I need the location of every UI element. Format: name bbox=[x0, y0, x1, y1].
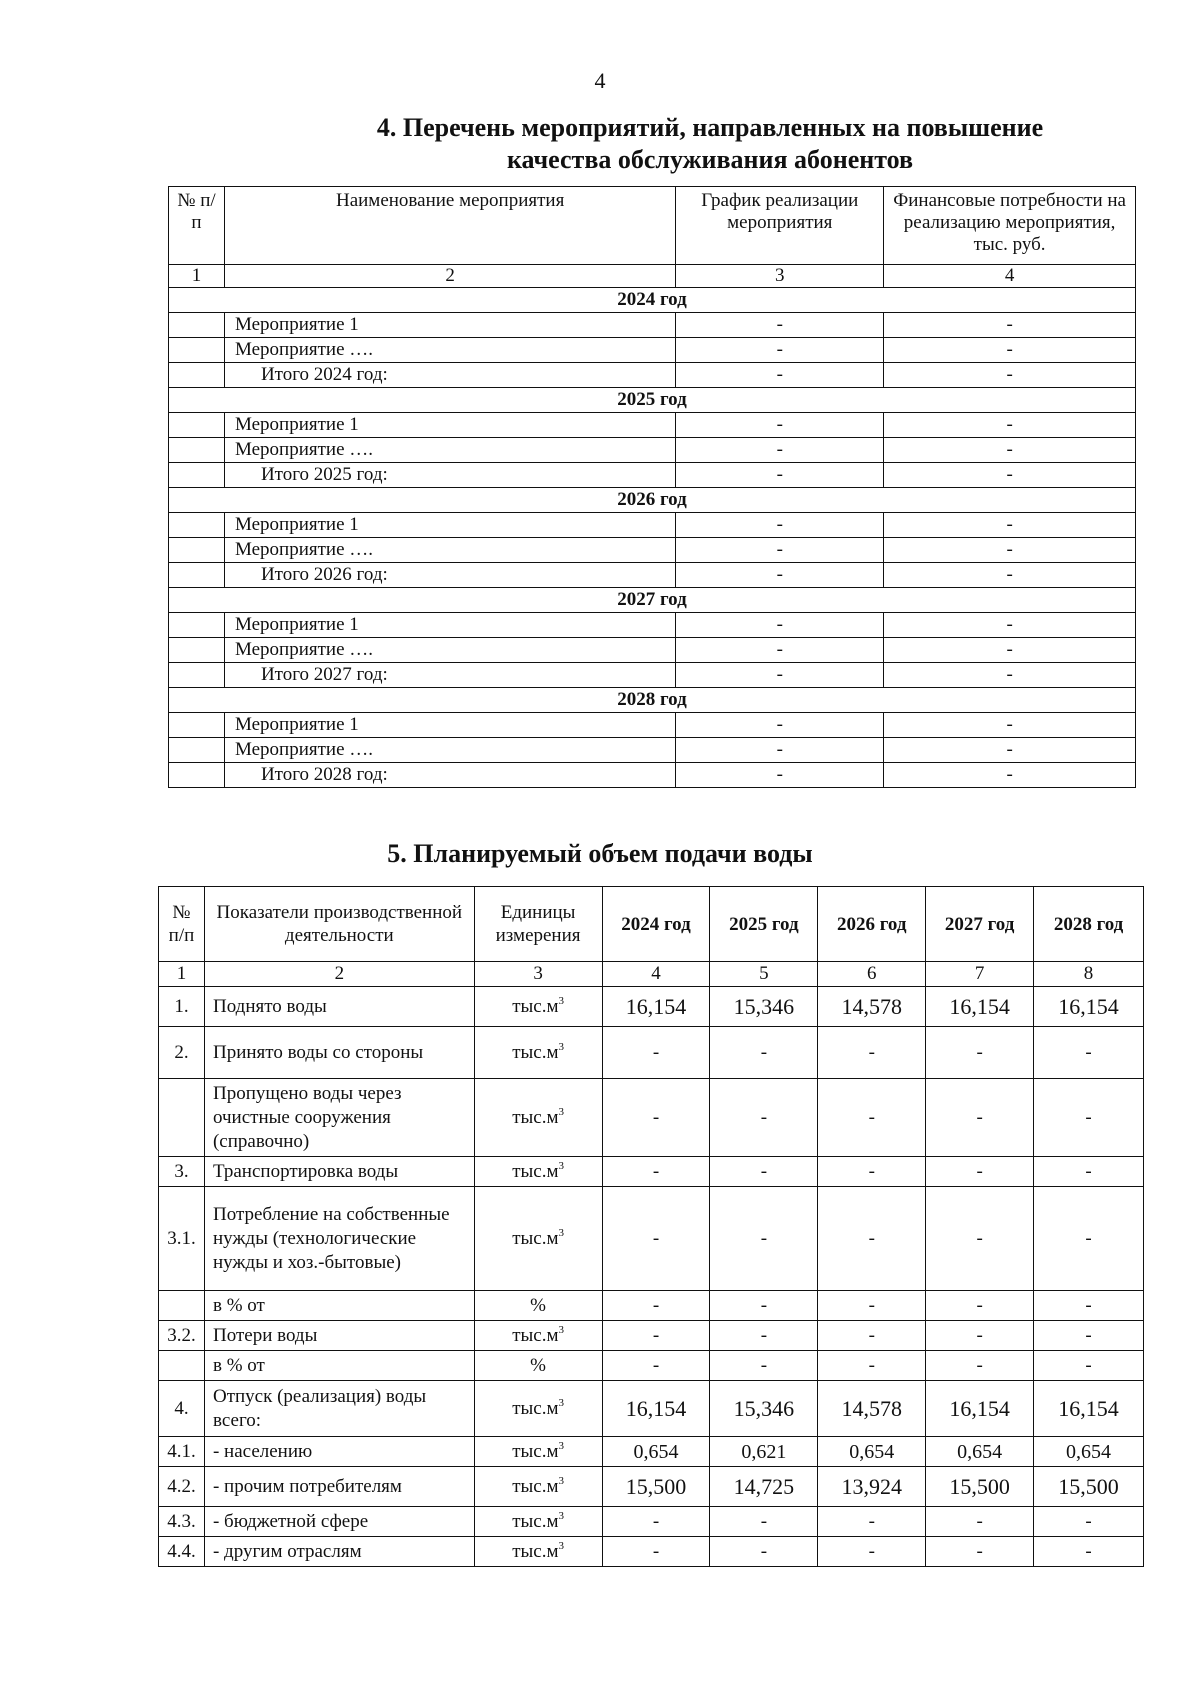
finance-cell: - bbox=[884, 438, 1136, 463]
value-cell: 14,725 bbox=[710, 1467, 818, 1507]
indicator-name: в % от bbox=[204, 1351, 474, 1381]
unit-superscript: 3 bbox=[558, 1396, 564, 1409]
row-number: 4.3. bbox=[159, 1507, 205, 1537]
value-cell: - bbox=[818, 1157, 926, 1187]
row-number: 4. bbox=[159, 1381, 205, 1437]
unit-cell bbox=[474, 1079, 602, 1157]
value-cell: - bbox=[602, 1351, 710, 1381]
unit-label: тыс.м bbox=[512, 1475, 559, 1497]
finance-cell: - bbox=[884, 513, 1136, 538]
row-num-cell bbox=[169, 738, 225, 763]
value-cell: - bbox=[710, 1027, 818, 1079]
col-number: 8 bbox=[1034, 962, 1144, 987]
value-cell: - bbox=[710, 1351, 818, 1381]
value-cell: - bbox=[602, 1291, 710, 1321]
value-cell: - bbox=[710, 1157, 818, 1187]
water-table-row bbox=[159, 1467, 1144, 1507]
value-cell: - bbox=[1034, 1079, 1144, 1157]
finance-cell: - bbox=[884, 313, 1136, 338]
row-num-cell bbox=[169, 363, 225, 388]
measure-row bbox=[169, 513, 1136, 538]
measure-row bbox=[169, 313, 1136, 338]
indicator-name: - населению bbox=[204, 1437, 474, 1467]
unit-superscript: 3 bbox=[558, 1439, 564, 1452]
value-cell: 15,346 bbox=[710, 987, 818, 1027]
value-cell: 15,500 bbox=[1034, 1467, 1144, 1507]
col-number: 4 bbox=[602, 962, 710, 987]
finance-cell: - bbox=[884, 538, 1136, 563]
unit-cell bbox=[474, 1537, 602, 1567]
value-cell: - bbox=[926, 1291, 1034, 1321]
value-cell: - bbox=[602, 1027, 710, 1079]
row-number: 3.2. bbox=[159, 1321, 205, 1351]
value-cell: 13,924 bbox=[818, 1467, 926, 1507]
col-number: 3 bbox=[474, 962, 602, 987]
measure-row bbox=[169, 338, 1136, 363]
row-number: 4.2. bbox=[159, 1467, 205, 1507]
year-section-row bbox=[169, 488, 1136, 513]
measure-name: Итого 2026 год: bbox=[224, 563, 675, 588]
unit-cell bbox=[474, 1321, 602, 1351]
measure-name: Мероприятие …. bbox=[224, 738, 675, 763]
row-num-cell bbox=[169, 338, 225, 363]
value-cell: 16,154 bbox=[602, 1381, 710, 1437]
row-num-cell bbox=[169, 763, 225, 788]
unit-label: тыс.м bbox=[512, 1510, 559, 1532]
measure-name: Итого 2025 год: bbox=[224, 463, 675, 488]
total-row bbox=[169, 363, 1136, 388]
unit-label: тыс.м bbox=[512, 1160, 559, 1182]
year-heading: 2028 год bbox=[169, 688, 1136, 713]
year-section-row bbox=[169, 388, 1136, 413]
col-number: 7 bbox=[926, 962, 1034, 987]
value-cell: - bbox=[818, 1537, 926, 1567]
unit-label: тыс.м bbox=[512, 1106, 559, 1128]
value-cell: - bbox=[1034, 1537, 1144, 1567]
year-section-row bbox=[169, 688, 1136, 713]
water-table-header bbox=[159, 887, 1144, 962]
value-cell: - bbox=[926, 1187, 1034, 1291]
unit-label: тыс.м bbox=[512, 1397, 559, 1419]
unit-cell bbox=[474, 1187, 602, 1291]
finance-cell: - bbox=[884, 413, 1136, 438]
header-num: № п/п bbox=[159, 887, 205, 962]
unit-superscript: 3 bbox=[558, 1040, 564, 1053]
header-measure-name: Наименование мероприятия bbox=[224, 187, 675, 265]
value-cell: - bbox=[710, 1291, 818, 1321]
measure-name: Мероприятие 1 bbox=[224, 613, 675, 638]
year-section-row bbox=[169, 588, 1136, 613]
total-row bbox=[169, 763, 1136, 788]
schedule-cell: - bbox=[676, 738, 884, 763]
header-indicator: Показатели производственной деятельности bbox=[204, 887, 474, 962]
unit-superscript: 3 bbox=[558, 1226, 564, 1239]
row-number bbox=[159, 1351, 205, 1381]
measure-name: Итого 2028 год: bbox=[224, 763, 675, 788]
header-year: 2026 год bbox=[818, 887, 926, 962]
value-cell: 15,346 bbox=[710, 1381, 818, 1437]
measure-row bbox=[169, 613, 1136, 638]
measure-name: Мероприятие 1 bbox=[224, 713, 675, 738]
schedule-cell: - bbox=[676, 613, 884, 638]
page-number: 4 bbox=[594, 68, 606, 93]
col-number: 1 bbox=[169, 265, 225, 288]
section-4-title-line1: 4. Перечень мероприятий, направленных на повышение bbox=[376, 113, 1044, 142]
finance-cell: - bbox=[884, 463, 1136, 488]
water-table-row bbox=[159, 1187, 1144, 1291]
unit-superscript: 3 bbox=[558, 1323, 564, 1336]
measure-name: Итого 2027 год: bbox=[224, 663, 675, 688]
water-table-row bbox=[159, 987, 1144, 1027]
schedule-cell: - bbox=[676, 538, 884, 563]
header-num: № п/п bbox=[169, 187, 225, 265]
unit-label: тыс.м bbox=[512, 1324, 559, 1346]
water-table-row bbox=[159, 1079, 1144, 1157]
value-cell: - bbox=[602, 1537, 710, 1567]
value-cell: - bbox=[926, 1027, 1034, 1079]
unit-label: тыс.м bbox=[512, 1540, 559, 1562]
water-table-row bbox=[159, 1157, 1144, 1187]
year-section-row bbox=[169, 288, 1136, 313]
value-cell: 15,500 bbox=[602, 1467, 710, 1507]
unit-cell bbox=[474, 1467, 602, 1507]
finance-cell: - bbox=[884, 363, 1136, 388]
row-number: 4.1. bbox=[159, 1437, 205, 1467]
value-cell: - bbox=[926, 1321, 1034, 1351]
measure-name: Мероприятие 1 bbox=[224, 413, 675, 438]
measure-row bbox=[169, 413, 1136, 438]
unit-superscript: 3 bbox=[558, 1539, 564, 1552]
row-num-cell bbox=[169, 563, 225, 588]
unit-label: тыс.м bbox=[512, 1041, 559, 1063]
water-table-row bbox=[159, 1027, 1144, 1079]
schedule-cell: - bbox=[676, 563, 884, 588]
schedule-cell: - bbox=[676, 763, 884, 788]
header-year: 2028 год bbox=[1034, 887, 1144, 962]
measures-table-header bbox=[169, 187, 1136, 265]
indicator-name: - прочим потребителям bbox=[204, 1467, 474, 1507]
value-cell: - bbox=[818, 1027, 926, 1079]
measure-name: Мероприятие 1 bbox=[224, 313, 675, 338]
schedule-cell: - bbox=[676, 313, 884, 338]
value-cell: - bbox=[602, 1157, 710, 1187]
col-number: 5 bbox=[710, 962, 818, 987]
finance-cell: - bbox=[884, 763, 1136, 788]
value-cell: - bbox=[818, 1351, 926, 1381]
value-cell: - bbox=[1034, 1187, 1144, 1291]
indicator-name: Поднято воды bbox=[204, 987, 474, 1027]
value-cell: - bbox=[710, 1507, 818, 1537]
value-cell: - bbox=[926, 1079, 1034, 1157]
unit-superscript: 3 bbox=[558, 1105, 564, 1118]
measure-name: Мероприятие …. bbox=[224, 438, 675, 463]
schedule-cell: - bbox=[676, 363, 884, 388]
unit-label: тыс.м bbox=[512, 995, 559, 1017]
value-cell: - bbox=[926, 1157, 1034, 1187]
total-row bbox=[169, 563, 1136, 588]
value-cell: - bbox=[1034, 1321, 1144, 1351]
indicator-name: Принято воды со стороны bbox=[204, 1027, 474, 1079]
value-cell: - bbox=[818, 1079, 926, 1157]
year-heading: 2024 год bbox=[169, 288, 1136, 313]
finance-cell: - bbox=[884, 638, 1136, 663]
indicator-name: в % от bbox=[204, 1291, 474, 1321]
value-cell: - bbox=[1034, 1507, 1144, 1537]
schedule-cell: - bbox=[676, 513, 884, 538]
finance-cell: - bbox=[884, 713, 1136, 738]
finance-cell: - bbox=[884, 663, 1136, 688]
row-number: 4.4. bbox=[159, 1537, 205, 1567]
value-cell: 0,654 bbox=[602, 1437, 710, 1467]
year-heading: 2027 год bbox=[169, 588, 1136, 613]
year-heading: 2025 год bbox=[169, 388, 1136, 413]
water-table-row bbox=[159, 1351, 1144, 1381]
value-cell: - bbox=[602, 1079, 710, 1157]
indicator-name: Потребление на собственные нужды (технологические нужды и хоз.-бытовые) bbox=[204, 1187, 474, 1291]
value-cell: 16,154 bbox=[926, 1381, 1034, 1437]
value-cell: 14,578 bbox=[818, 1381, 926, 1437]
value-cell: 16,154 bbox=[1034, 1381, 1144, 1437]
row-num-cell bbox=[169, 513, 225, 538]
unit-cell bbox=[474, 1381, 602, 1437]
water-table-row bbox=[159, 1381, 1144, 1437]
measure-name: Мероприятие …. bbox=[224, 538, 675, 563]
value-cell: - bbox=[926, 1351, 1034, 1381]
value-cell: 14,578 bbox=[818, 987, 926, 1027]
measure-row bbox=[169, 738, 1136, 763]
value-cell: - bbox=[1034, 1351, 1144, 1381]
row-number: 3. bbox=[159, 1157, 205, 1187]
value-cell: 16,154 bbox=[1034, 987, 1144, 1027]
value-cell: 15,500 bbox=[926, 1467, 1034, 1507]
unit-label: % bbox=[530, 1354, 546, 1376]
total-row bbox=[169, 463, 1136, 488]
value-cell: 0,621 bbox=[710, 1437, 818, 1467]
schedule-cell: - bbox=[676, 663, 884, 688]
value-cell: - bbox=[602, 1507, 710, 1537]
schedule-cell: - bbox=[676, 413, 884, 438]
value-cell: - bbox=[710, 1187, 818, 1291]
measure-row bbox=[169, 638, 1136, 663]
value-cell: 0,654 bbox=[1034, 1437, 1144, 1467]
schedule-cell: - bbox=[676, 713, 884, 738]
value-cell: - bbox=[710, 1321, 818, 1351]
water-table-row bbox=[159, 1537, 1144, 1567]
indicator-name: Транспортировка воды bbox=[204, 1157, 474, 1187]
measure-row bbox=[169, 713, 1136, 738]
col-number: 1 bbox=[159, 962, 205, 987]
indicator-name: Отпуск (реализация) воды всего: bbox=[204, 1381, 474, 1437]
finance-cell: - bbox=[884, 738, 1136, 763]
row-number: 2. bbox=[159, 1027, 205, 1079]
unit-cell bbox=[474, 1507, 602, 1537]
measure-name: Мероприятие …. bbox=[224, 338, 675, 363]
header-year: 2025 год bbox=[710, 887, 818, 962]
schedule-cell: - bbox=[676, 463, 884, 488]
col-number: 3 bbox=[676, 265, 884, 288]
measures-table-column-numbers bbox=[169, 265, 1136, 288]
row-num-cell bbox=[169, 538, 225, 563]
value-cell: 0,654 bbox=[818, 1437, 926, 1467]
value-cell: - bbox=[926, 1537, 1034, 1567]
unit-cell bbox=[474, 987, 602, 1027]
water-table-row bbox=[159, 1507, 1144, 1537]
value-cell: - bbox=[1034, 1291, 1144, 1321]
water-table-row bbox=[159, 1291, 1144, 1321]
unit-superscript: 3 bbox=[558, 1159, 564, 1172]
water-table-row bbox=[159, 1321, 1144, 1351]
indicator-name: - бюджетной сфере bbox=[204, 1507, 474, 1537]
col-number: 2 bbox=[224, 265, 675, 288]
row-num-cell bbox=[169, 463, 225, 488]
value-cell: - bbox=[818, 1291, 926, 1321]
col-number: 2 bbox=[204, 962, 474, 987]
indicator-name: - другим отраслям bbox=[204, 1537, 474, 1567]
water-table-column-numbers bbox=[159, 962, 1144, 987]
water-table-row bbox=[159, 1437, 1144, 1467]
unit-cell bbox=[474, 1027, 602, 1079]
unit-superscript: 3 bbox=[558, 994, 564, 1007]
col-number: 4 bbox=[884, 265, 1136, 288]
row-num-cell bbox=[169, 413, 225, 438]
value-cell: 0,654 bbox=[926, 1437, 1034, 1467]
header-year: 2027 год bbox=[926, 887, 1034, 962]
section-4-title-line2: качества обслуживания абонентов bbox=[506, 145, 914, 174]
schedule-cell: - bbox=[676, 338, 884, 363]
col-number: 6 bbox=[818, 962, 926, 987]
value-cell: - bbox=[1034, 1157, 1144, 1187]
unit-cell bbox=[474, 1291, 602, 1321]
value-cell: - bbox=[602, 1187, 710, 1291]
unit-cell bbox=[474, 1437, 602, 1467]
schedule-cell: - bbox=[676, 638, 884, 663]
row-num-cell bbox=[169, 613, 225, 638]
row-number bbox=[159, 1291, 205, 1321]
value-cell: - bbox=[602, 1321, 710, 1351]
header-year: 2024 год bbox=[602, 887, 710, 962]
header-schedule: График реализации мероприятия bbox=[676, 187, 884, 265]
value-cell: - bbox=[818, 1187, 926, 1291]
finance-cell: - bbox=[884, 613, 1136, 638]
schedule-cell: - bbox=[676, 438, 884, 463]
header-unit: Единицы измерения bbox=[474, 887, 602, 962]
indicator-name: Потери воды bbox=[204, 1321, 474, 1351]
measures-table bbox=[168, 186, 1136, 788]
row-num-cell bbox=[169, 638, 225, 663]
row-number: 3.1. bbox=[159, 1187, 205, 1291]
header-finance: Финансовые потребности на реализацию мероприятия, тыс. руб. bbox=[884, 187, 1136, 265]
unit-label: % bbox=[530, 1294, 546, 1316]
value-cell: - bbox=[1034, 1027, 1144, 1079]
measure-row bbox=[169, 438, 1136, 463]
value-cell: 16,154 bbox=[602, 987, 710, 1027]
section-4-title bbox=[280, 112, 1140, 176]
value-cell: - bbox=[818, 1507, 926, 1537]
row-number: 1. bbox=[159, 987, 205, 1027]
value-cell: - bbox=[926, 1507, 1034, 1537]
section-5-title: 5. Планируемый объем подачи воды bbox=[387, 839, 813, 868]
row-number bbox=[159, 1079, 205, 1157]
unit-cell bbox=[474, 1157, 602, 1187]
water-supply-table bbox=[158, 886, 1144, 1567]
measure-row bbox=[169, 538, 1136, 563]
unit-label: тыс.м bbox=[512, 1440, 559, 1462]
row-num-cell bbox=[169, 313, 225, 338]
unit-cell bbox=[474, 1351, 602, 1381]
value-cell: - bbox=[818, 1321, 926, 1351]
unit-superscript: 3 bbox=[558, 1474, 564, 1487]
row-num-cell bbox=[169, 438, 225, 463]
unit-superscript: 3 bbox=[558, 1509, 564, 1522]
finance-cell: - bbox=[884, 338, 1136, 363]
row-num-cell bbox=[169, 663, 225, 688]
row-num-cell bbox=[169, 713, 225, 738]
year-heading: 2026 год bbox=[169, 488, 1136, 513]
total-row bbox=[169, 663, 1136, 688]
finance-cell: - bbox=[884, 563, 1136, 588]
measure-name: Мероприятие 1 bbox=[224, 513, 675, 538]
value-cell: - bbox=[710, 1537, 818, 1567]
value-cell: 16,154 bbox=[926, 987, 1034, 1027]
value-cell: - bbox=[710, 1079, 818, 1157]
indicator-name: Пропущено воды через очистные сооружения (справочно) bbox=[204, 1079, 474, 1157]
measure-name: Итого 2024 год: bbox=[224, 363, 675, 388]
measure-name: Мероприятие …. bbox=[224, 638, 675, 663]
unit-label: тыс.м bbox=[512, 1227, 559, 1249]
